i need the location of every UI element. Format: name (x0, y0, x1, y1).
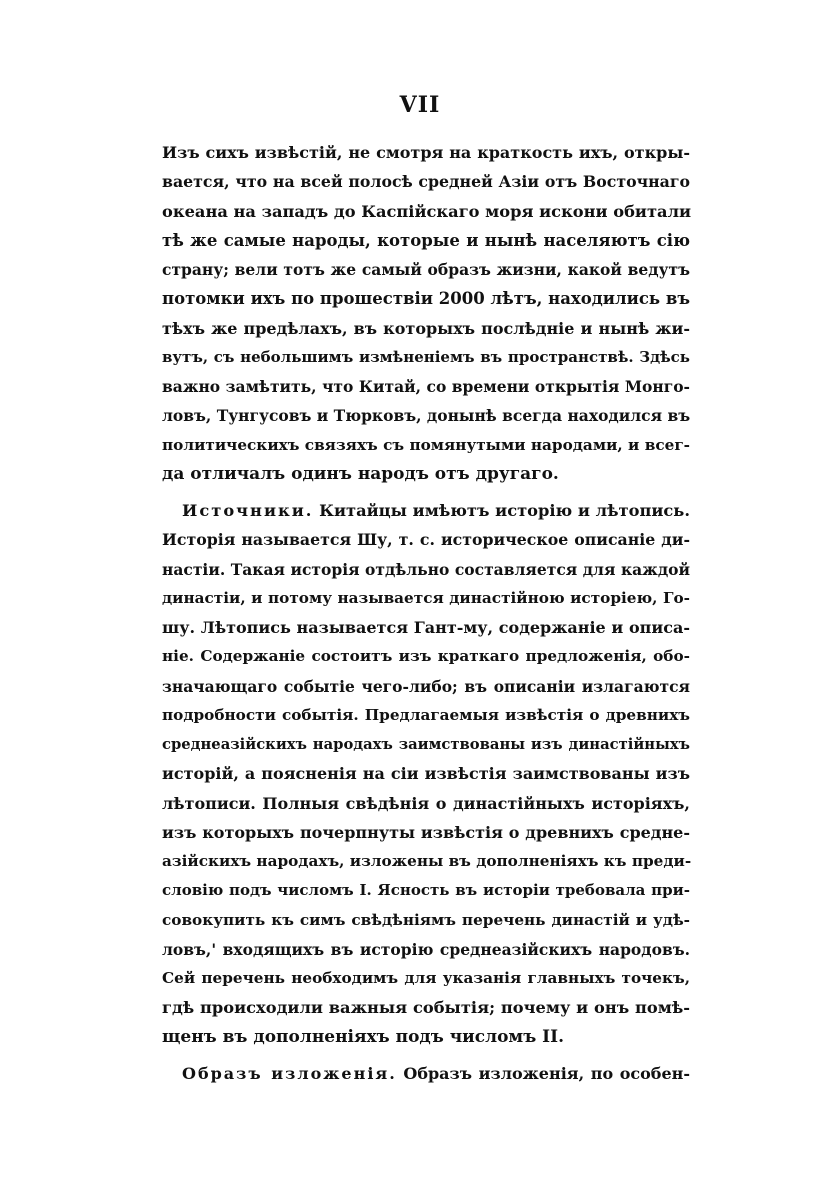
text-line: потомки ихъ по прошествіи 2000 лѣтъ, находились въ (162, 289, 690, 309)
text-line: шу. Лѣтопись называется Гант-му, содержаніе и описа- (162, 618, 690, 637)
paragraph-3 (162, 1059, 690, 1088)
section-heading-sources: Источники. (182, 501, 314, 520)
text-line: азійскихъ народахъ, изложены въ дополненіяхъ къ преди- (162, 852, 692, 870)
page-number: VII (399, 92, 441, 118)
text-line: вается, что на всей полосѣ средней Азіи отъ Восточнаго (162, 172, 690, 192)
text-line: подробности событія. Предлагаемыя извѣстія о древнихъ (162, 705, 690, 724)
text-line: да отличалъ одинъ народъ отъ другаго. (162, 463, 559, 484)
text-line: гдѣ происходили важныя событія; почему и онъ помѣ- (162, 998, 690, 1018)
text-line: словію подъ числомъ I. Ясность въ исторіи требовала при- (162, 881, 690, 900)
text-line: важно замѣтить, что Китай, со времени открытія Монго- (162, 377, 690, 396)
paragraph-1 (162, 138, 690, 489)
text-line: вутъ, съ небольшимъ измѣненіемъ въ пространствѣ. Здѣсь (162, 347, 690, 366)
text-line: страну; вели тотъ же самый образъ жизни, какой ведутъ (162, 260, 690, 279)
text-line: Исторія называется Шу, т. с. историческое описаніе ди- (162, 530, 690, 550)
text-line: ніе. Содержаніе состоитъ изъ краткаго предложенія, обо- (162, 647, 690, 666)
text-line: щенъ въ дополненіяхъ подъ числомъ II. (162, 1026, 564, 1047)
paragraph-2 (162, 496, 690, 1052)
section-heading-exposition: Образъ изложенія. (182, 1063, 397, 1083)
text-line: изъ которыхъ почерпнуты извѣстія о древнихъ средне- (162, 822, 690, 842)
text-line-content: Образъ изложенія, по особен- (403, 1063, 690, 1083)
text-line: океана на западъ до Каспійскаго моря искони обитали (162, 201, 692, 221)
text-line: ловъ, Тунгусовъ и Тюрковъ, донынѣ всегда находился въ (162, 406, 691, 426)
text-line: тѣ же самые народы, которые и нынѣ населяютъ сію (162, 230, 690, 250)
text-line: Сей перечень необходимъ для указанія главныхъ точекъ, (162, 969, 690, 987)
text-line-content: Китайцы имѣютъ исторію и лѣтопись. (319, 501, 690, 520)
text-line: настіи. Такая исторія отдѣльно составляется для каждой (162, 559, 690, 579)
text-line: исторій, а поясненія на сіи извѣстія заимствованы изъ (162, 764, 690, 784)
text-line: династіи, и потому называется династійною исторіею, Го- (162, 588, 690, 607)
text-line: лѣтописи. Полныя свѣдѣнія о династійныхъ исторіяхъ, (162, 793, 690, 813)
text-line: среднеазійскихъ народахъ заимствованы изъ династійныхъ (162, 736, 690, 753)
text-line: ловъ,' входящихъ въ исторію среднеазійскихъ народовъ. (162, 939, 690, 959)
text-line: тѣхъ же предѣлахъ, въ которыхъ послѣдніе и нынѣ жи- (162, 318, 690, 338)
text-line: значающаго событіе чего-либо; въ описаніи излагаются (162, 676, 690, 696)
text-line (162, 496, 690, 525)
text-line: Изъ сихъ извѣстій, не смотря на краткость ихъ, откры- (162, 143, 690, 162)
text-line (162, 1059, 690, 1088)
text-line: совокупить къ симъ свѣдѣніямъ перечень династій и удѣ- (162, 910, 690, 929)
text-line: политическихъ связяхъ съ помянутыми народами, и всег- (162, 435, 690, 454)
body-text (162, 138, 690, 1088)
